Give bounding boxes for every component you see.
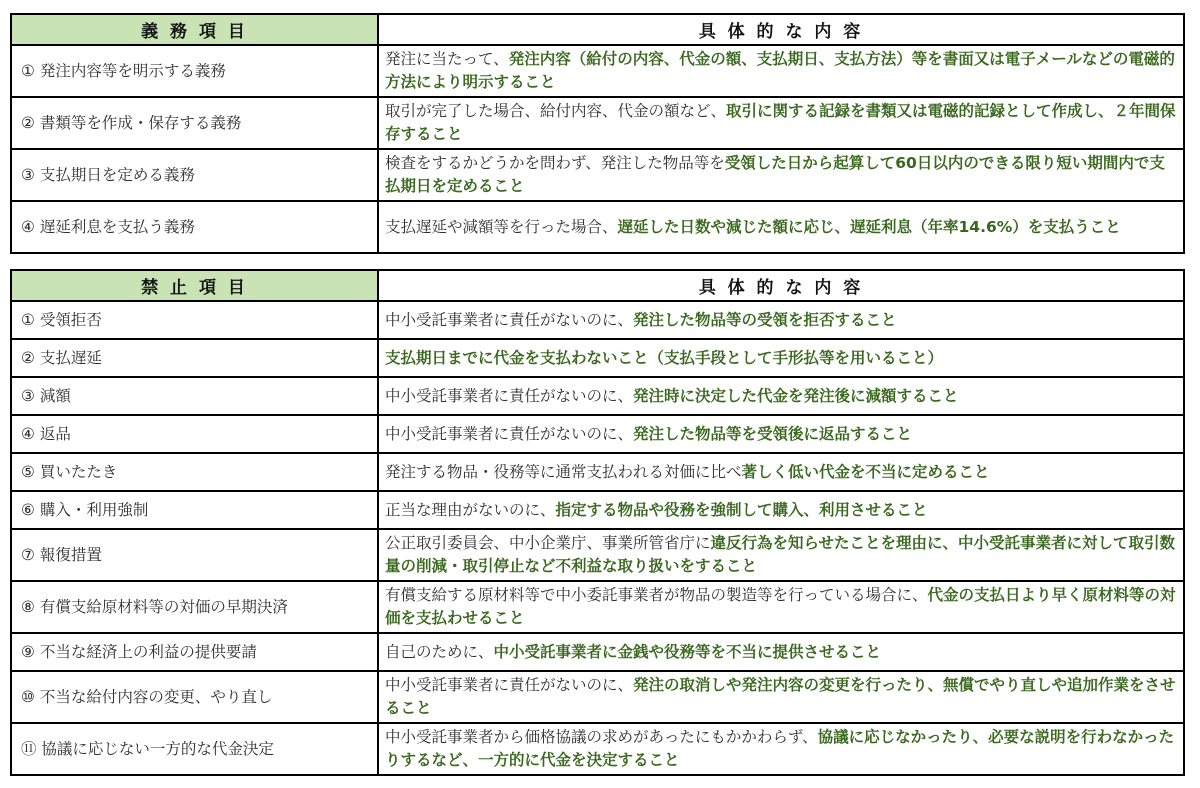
- highlighted-text: 代金の支払日より早く原材料等の対価を支払わせること: [385, 586, 1176, 627]
- plain-text: 検査をするかどうかを問わず、発注した物品等を: [385, 154, 725, 172]
- plain-text: 有償支給する原材料等で中小委託事業者が物品の製造等を行っている場合に、: [385, 586, 928, 604]
- obligations-row-1: [11, 45, 1184, 97]
- obligations-header-row: [11, 14, 1184, 45]
- prohibitions-item-label-1: ① 受領拒否: [11, 301, 378, 339]
- highlighted-text: 発注の取消しや発注内容の変更を行ったり、無償でやり直しや追加作業をさせること: [385, 676, 1176, 717]
- prohibitions-row-9: [11, 633, 1184, 671]
- highlighted-text: 協議に応じなかったり、必要な説明を行わなかったりするなど、一方的に代金を決定すること: [385, 728, 1175, 769]
- prohibitions-row-10: [11, 671, 1184, 723]
- prohibitions-item-label-7: ⑦ 報復措置: [11, 529, 378, 581]
- prohibitions-row-1: [11, 301, 1184, 339]
- prohibitions-item-label-9: ⑨ 不当な経済上の利益の提供要請: [11, 633, 378, 671]
- obligations-content-header: 具 体 的 な 内 容: [378, 14, 1184, 45]
- plain-text: 取引が完了した場合、給付内容、代金の額など、: [385, 102, 727, 120]
- prohibitions-row-4: [11, 415, 1184, 453]
- plain-text: 中小受託事業者から価格協議の求めがあったにもかかわらず、: [385, 728, 818, 746]
- prohibitions-item-label-5: ⑤ 買いたたき: [11, 453, 378, 491]
- obligations-item-label-1: ① 発注内容等を明示する義務: [11, 45, 378, 97]
- obligations-row-4: [11, 201, 1184, 253]
- plain-text: 公正取引委員会、中小企業庁、事業所管省庁に: [385, 534, 711, 552]
- prohibitions-item-desc-2: [378, 339, 1184, 377]
- prohibitions-table-body: [11, 301, 1184, 775]
- plain-text: 中小受託事業者に責任がないのに、: [385, 424, 634, 443]
- highlighted-text: 著しく低い代金を不当に定めること: [741, 462, 990, 481]
- obligations-item-desc-4: [378, 201, 1184, 253]
- obligations-row-3: [11, 149, 1184, 201]
- obligations-item-desc-3: [378, 149, 1184, 201]
- obligations-item-desc-2: [378, 97, 1184, 149]
- prohibitions-item-label-10: ⑩ 不当な給付内容の変更、やり直し: [11, 671, 378, 723]
- prohibitions-table: [10, 269, 1185, 776]
- prohibitions-row-6: [11, 491, 1184, 529]
- prohibitions-row-8: [11, 581, 1184, 633]
- prohibitions-item-label-4: ④ 返品: [11, 415, 378, 453]
- prohibitions-row-3: [11, 377, 1184, 415]
- obligations-table-body: [11, 45, 1184, 253]
- prohibitions-title-header: 禁 止 項 目: [11, 270, 378, 301]
- highlighted-text: 違反行為を知らせたことを理由に、中小受託事業者に対して取引数量の削減・取引停止など不利益な取り扱いをすること: [385, 534, 1176, 575]
- prohibitions-row-7: [11, 529, 1184, 581]
- prohibitions-item-desc-10: [378, 671, 1184, 723]
- obligations-item-label-3: ③ 支払期日を定める義務: [11, 149, 378, 201]
- highlighted-text: 発注した物品等を受領後に返品すること: [633, 424, 913, 443]
- obligations-item-label-4: ④ 遅延利息を支払う義務: [11, 201, 378, 253]
- prohibitions-item-desc-1: [378, 301, 1184, 339]
- prohibitions-content-header: 具 体 的 な 内 容: [378, 270, 1184, 301]
- highlighted-text: 発注時に決定した代金を発注後に減額すること: [633, 386, 959, 405]
- prohibitions-item-desc-3: [378, 377, 1184, 415]
- obligations-table: [10, 13, 1185, 254]
- prohibitions-row-5: [11, 453, 1184, 491]
- prohibitions-row-2: [11, 339, 1184, 377]
- highlighted-text: 取引に関する記録を書類又は電磁的記録として作成し、２年間保存すること: [385, 102, 1176, 143]
- plain-text: 中小受託事業者に責任がないのに、: [385, 310, 634, 329]
- obligations-title-header: 義 務 項 目: [11, 14, 378, 45]
- prohibitions-item-desc-5: [378, 453, 1184, 491]
- plain-text: 発注に当たって、: [385, 50, 509, 68]
- prohibitions-item-desc-4: [378, 415, 1184, 453]
- prohibitions-item-desc-7: [378, 529, 1184, 581]
- obligations-item-desc-1: [378, 45, 1184, 97]
- prohibitions-item-desc-8: [378, 581, 1184, 633]
- highlighted-text: 指定する物品や役務を強制して購入、利用させること: [555, 500, 928, 519]
- prohibitions-item-label-11: ⑪ 協議に応じない一方的な代金決定: [11, 723, 378, 775]
- plain-text: 支払遅延や減額等を行った場合、: [385, 217, 618, 236]
- highlighted-text: 発注内容（給付の内容、代金の額、支払期日、支払方法）等を書面又は電子メールなどの電磁的方法により明示すること: [385, 50, 1175, 91]
- prohibitions-item-label-8: ⑧ 有償支給原材料等の対価の早期決済: [11, 581, 378, 633]
- obligations-item-label-2: ② 書類等を作成・保存する義務: [11, 97, 378, 149]
- prohibitions-item-label-3: ③ 減額: [11, 377, 378, 415]
- highlighted-text: 中小受託事業者に金銭や役務等を不当に提供させること: [493, 642, 882, 661]
- plain-text: 発注する物品・役務等に通常支払われる対価に比べ: [385, 462, 742, 481]
- prohibitions-item-desc-9: [378, 633, 1184, 671]
- plain-text: 自己のために、: [385, 642, 494, 661]
- prohibitions-item-desc-11: [378, 723, 1184, 775]
- plain-text: 中小受託事業者に責任がないのに、: [385, 386, 634, 405]
- plain-text: 中小受託事業者に責任がないのに、: [385, 676, 634, 694]
- plain-text: 正当な理由がないのに、: [385, 500, 556, 519]
- obligations-row-2: [11, 97, 1184, 149]
- highlighted-text: 発注した物品等の受領を拒否すること: [633, 310, 897, 329]
- highlighted-text: 支払期日までに代金を支払わないこと（支払手段として手形払等を用いること）: [385, 348, 944, 367]
- prohibitions-item-label-6: ⑥ 購入・利用強制: [11, 491, 378, 529]
- prohibitions-item-desc-6: [378, 491, 1184, 529]
- highlighted-text: 遅延した日数や減じた額に応じ、遅延利息（年率14.6%）を支払うこと: [617, 217, 1121, 236]
- highlighted-text: 受領した日から起算して60日以内のできる限り短い期間内で支払期日を定めること: [385, 154, 1165, 195]
- prohibitions-item-label-2: ② 支払遅延: [11, 339, 378, 377]
- prohibitions-row-11: [11, 723, 1184, 775]
- prohibitions-header-row: [11, 270, 1184, 301]
